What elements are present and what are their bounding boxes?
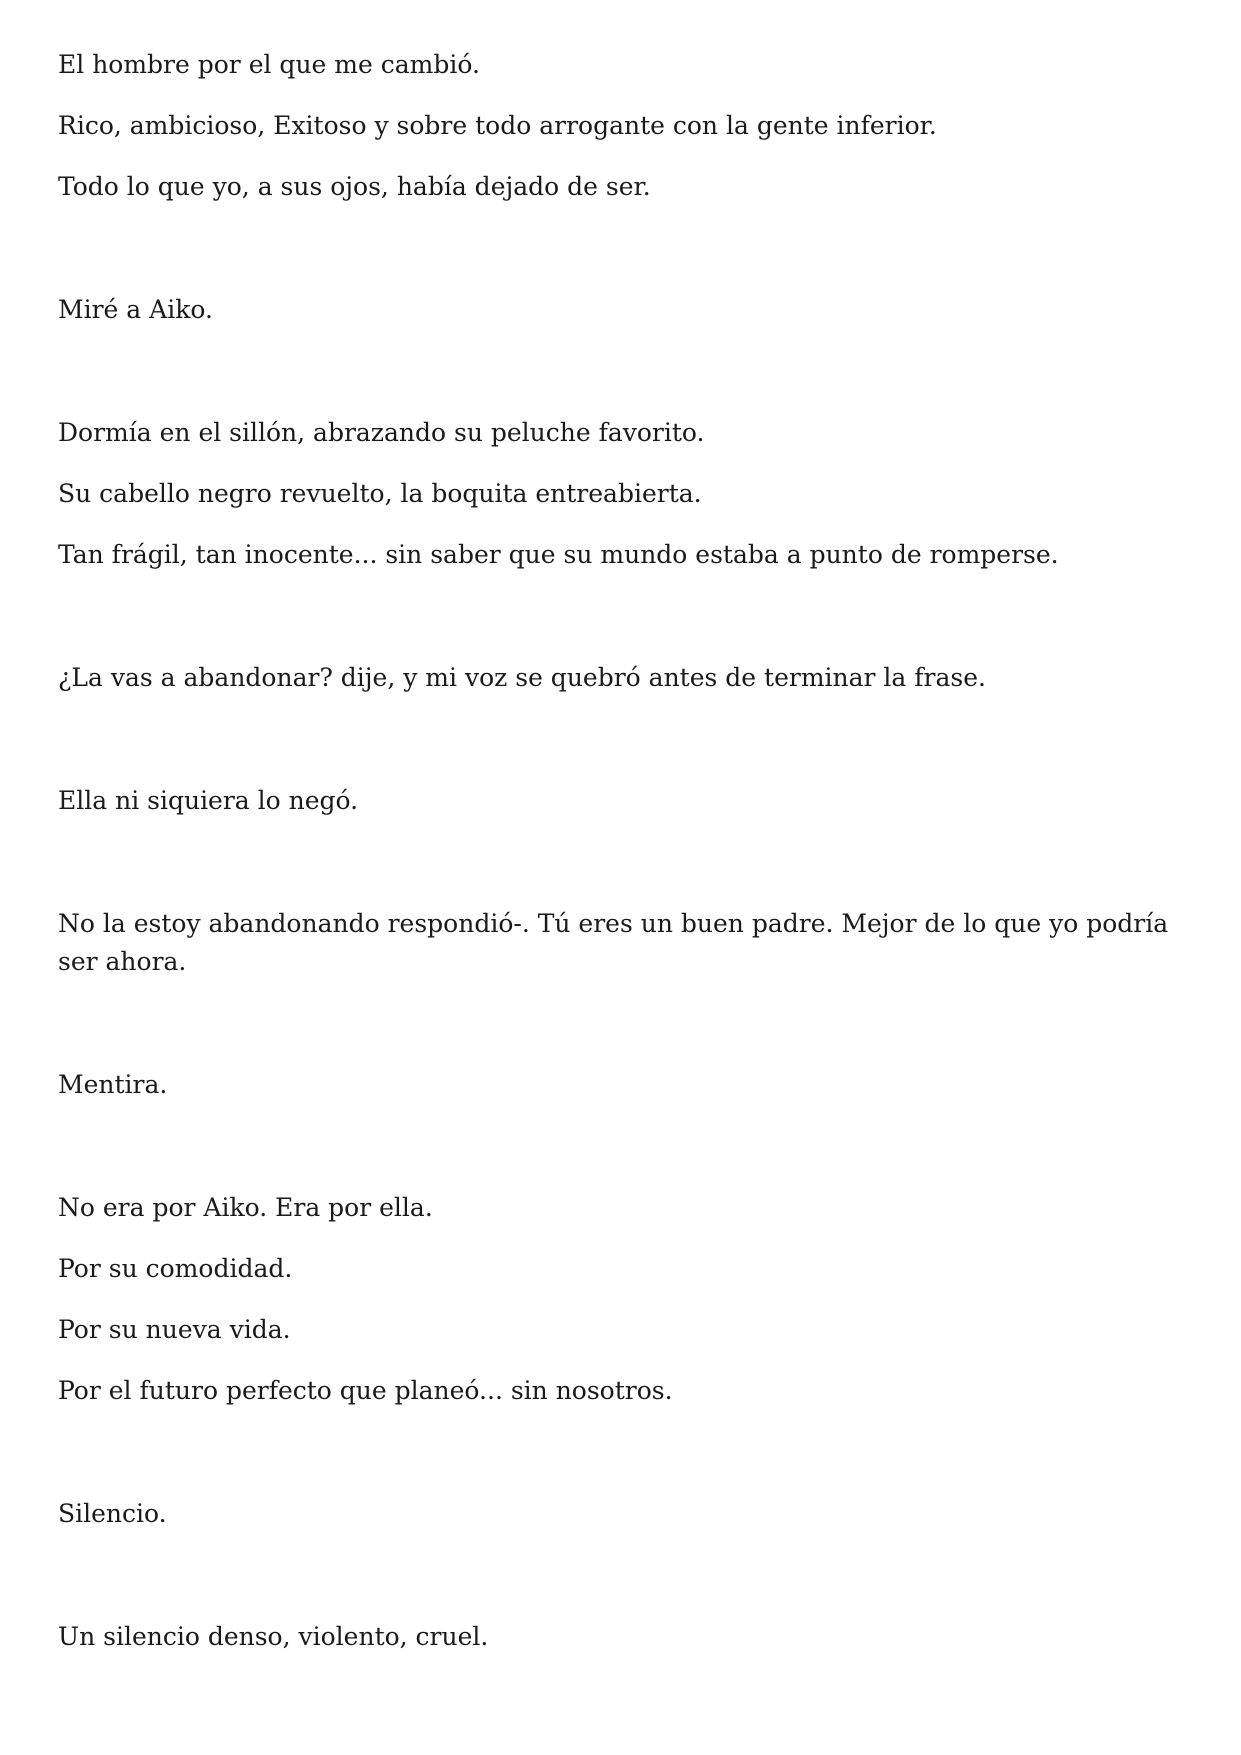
paragraph: No era por Aiko. Era por ella. [58, 1193, 433, 1222]
paragraph: Un silencio denso, violento, cruel. [58, 1622, 489, 1651]
paragraph: Su cabello negro revuelto, la boquita entreabierta. [58, 479, 702, 508]
paragraph: No la estoy abandonando respondió-. Tú eres un buen padre. Mejor de lo que yo podría ser ahora. [58, 909, 1169, 976]
paragraph: ¿La vas a abandonar? dije, y mi voz se quebró antes de terminar la frase. [58, 663, 986, 692]
paragraph: Mentira. [58, 1070, 168, 1099]
paragraph: Miré a Aiko. [58, 295, 213, 324]
paragraph: Por su comodidad. [58, 1254, 293, 1283]
paragraph: Todo lo que yo, a sus ojos, había dejado de ser. [58, 172, 651, 201]
paragraph: Silencio. [58, 1499, 167, 1528]
paragraph: Por su nueva vida. [58, 1315, 291, 1344]
paragraph: Rico, ambicioso, Exitoso y sobre todo arrogante con la gente inferior. [58, 111, 937, 140]
paragraph: El hombre por el que me cambió. [58, 50, 480, 79]
paragraph: Ella ni siquiera lo negó. [58, 786, 359, 815]
paragraph: Por el futuro perfecto que planeó... sin nosotros. [58, 1376, 673, 1405]
paragraph: Dormía en el sillón, abrazando su peluche favorito. [58, 418, 705, 447]
paragraph: Tan frágil, tan inocente... sin saber que su mundo estaba a punto de romperse. [58, 540, 1059, 569]
document-page [58, 46, 1188, 1656]
